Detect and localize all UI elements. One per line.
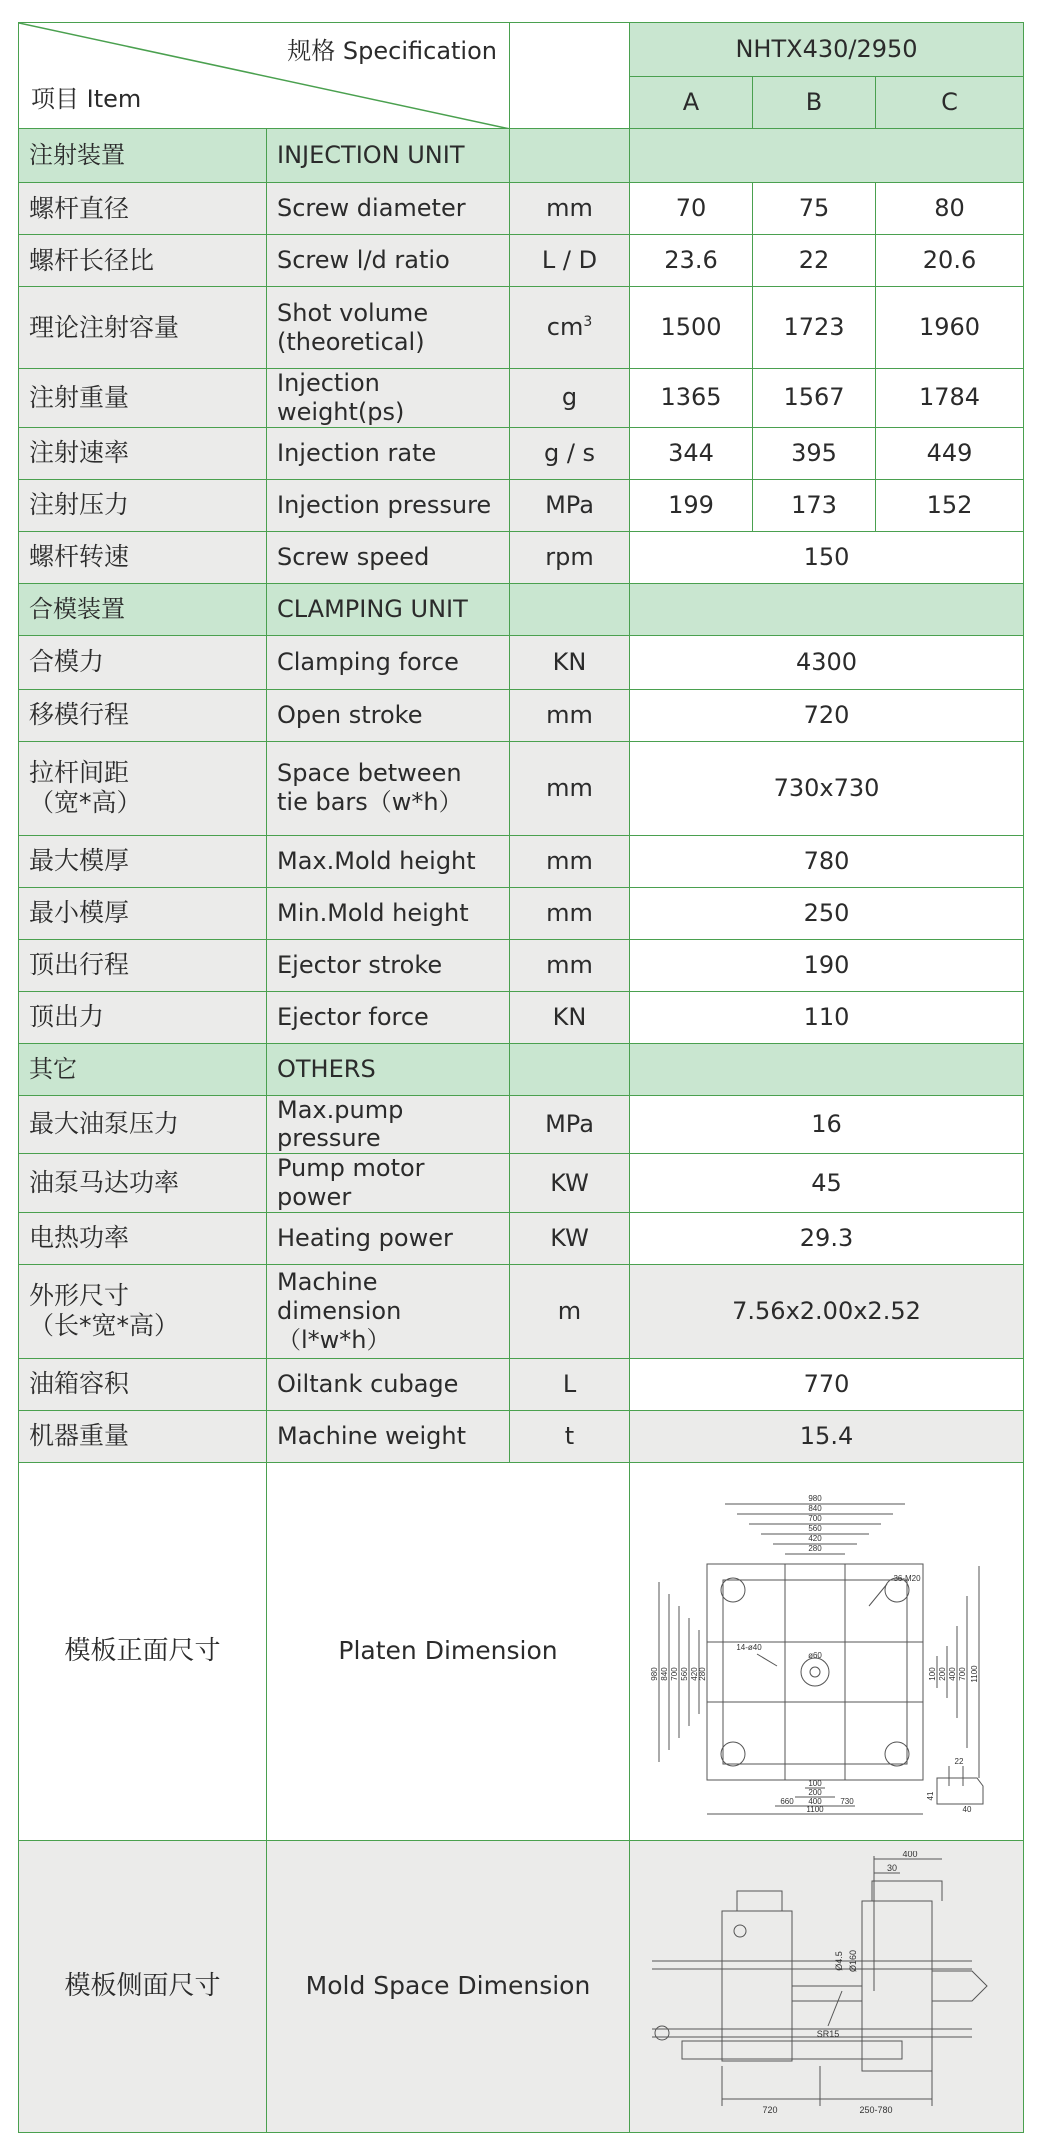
- mold-space-drawing: [642, 1851, 1012, 2121]
- spec-row: [19, 741, 1024, 835]
- dim-label: 700: [957, 1667, 967, 1681]
- row-label-zh: 螺杆长径比: [19, 235, 267, 287]
- value-merged: 16: [630, 1095, 1024, 1154]
- row-label-en-line1: Shot volume: [277, 298, 429, 327]
- row-unit: mm: [510, 183, 630, 235]
- row-unit: KN: [510, 635, 630, 689]
- dim-label: 660: [779, 1797, 794, 1807]
- row-unit: mm: [510, 741, 630, 835]
- section-unit-empty: [510, 1043, 630, 1095]
- row-unit: MPa: [510, 1095, 630, 1154]
- value-merged: 15.4: [630, 1410, 1024, 1462]
- row-label-en: Heating power: [267, 1212, 510, 1264]
- row-label-en: Oiltank cubage: [267, 1358, 510, 1410]
- row-unit: g: [510, 369, 630, 428]
- spec-row: [19, 1264, 1024, 1358]
- row-unit: g / s: [510, 427, 630, 479]
- value-merged: 110: [630, 991, 1024, 1043]
- row-label-en: [267, 1264, 510, 1358]
- row-label-zh: 顶出行程: [19, 939, 267, 991]
- row-label-zh: 注射速率: [19, 427, 267, 479]
- row-label-zh: 油箱容积: [19, 1358, 267, 1410]
- dim-label: 41: [925, 1791, 935, 1801]
- row-label-zh-line1: 拉杆间距: [29, 758, 130, 788]
- section-title-en: CLAMPING UNIT: [267, 583, 510, 635]
- section-value-empty: [630, 129, 1024, 183]
- column-b-header: B: [753, 77, 876, 129]
- spec-row: [19, 939, 1024, 991]
- row-unit: t: [510, 1410, 630, 1462]
- value-b: 173: [753, 479, 876, 531]
- dim-label: 22: [954, 1757, 963, 1767]
- value-a: 1365: [630, 369, 753, 428]
- row-unit: MPa: [510, 479, 630, 531]
- value-b: 75: [753, 183, 876, 235]
- dim-label: 840: [659, 1667, 669, 1681]
- row-unit: mm: [510, 939, 630, 991]
- row-unit: KN: [510, 991, 630, 1043]
- row-unit: mm: [510, 887, 630, 939]
- mold-space-label-zh: 模板侧面尺寸: [19, 1840, 267, 2132]
- section-title-zh: 合模装置: [19, 583, 267, 635]
- spec-row: [19, 1358, 1024, 1410]
- platen-drawing: [637, 1486, 1017, 1816]
- platen-label-en: Platen Dimension: [267, 1462, 630, 1840]
- value-merged: 7.56x2.00x2.52: [630, 1264, 1024, 1358]
- row-label-en: [267, 741, 510, 835]
- row-unit: mm: [510, 689, 630, 741]
- dim-label: 280: [697, 1667, 707, 1681]
- dim-label: 400: [947, 1667, 957, 1681]
- dim-label: 250-780: [858, 2105, 893, 2116]
- dim-label: 40: [962, 1805, 971, 1815]
- row-label-zh: 顶出力: [19, 991, 267, 1043]
- row-label-zh: 注射压力: [19, 479, 267, 531]
- value-c: 152: [876, 479, 1024, 531]
- value-b: 395: [753, 427, 876, 479]
- row-label-zh: [19, 741, 267, 835]
- row-label-en: Screw speed: [267, 531, 510, 583]
- row-label-zh: 最大模厚: [19, 835, 267, 887]
- dim-label: 30: [886, 1863, 897, 1874]
- row-label-zh-line1: 外形尺寸: [29, 1281, 130, 1311]
- spec-row: [19, 531, 1024, 583]
- spec-row: [19, 1095, 1024, 1154]
- dim-label: 100: [807, 1779, 822, 1789]
- spec-row: [19, 689, 1024, 741]
- row-label-zh: 机器重量: [19, 1410, 267, 1462]
- value-b: 1567: [753, 369, 876, 428]
- section-unit-empty: [510, 583, 630, 635]
- dim-label: 560: [807, 1524, 822, 1534]
- row-label-en: Ejector stroke: [267, 939, 510, 991]
- dim-label: 1100: [805, 1805, 824, 1815]
- mold-space-row: [19, 1840, 1024, 2132]
- spec-row: [19, 635, 1024, 689]
- value-c: 20.6: [876, 235, 1024, 287]
- value-merged: 720: [630, 689, 1024, 741]
- value-merged: 730x730: [630, 741, 1024, 835]
- dim-label: 200: [807, 1788, 822, 1798]
- unit-text: cm: [546, 313, 584, 342]
- spec-row: [19, 1410, 1024, 1462]
- row-label-zh: 注射重量: [19, 369, 267, 428]
- section-title-en: OTHERS: [267, 1043, 510, 1095]
- value-merged: 150: [630, 531, 1024, 583]
- row-label-en-line2: tie bars（w*h）: [277, 788, 463, 817]
- value-a: 70: [630, 183, 753, 235]
- dim-label: 36-M20: [892, 1574, 921, 1584]
- dim-label: 14-ø40: [735, 1643, 762, 1653]
- row-unit: KW: [510, 1212, 630, 1264]
- value-c: 1960: [876, 287, 1024, 369]
- value-merged: 190: [630, 939, 1024, 991]
- dim-label: 200: [937, 1667, 947, 1681]
- row-label-en: Clamping force: [267, 635, 510, 689]
- row-label-zh: 理论注射容量: [19, 287, 267, 369]
- row-label-en: Pump motor power: [267, 1154, 510, 1213]
- row-label-zh-line2: （长*宽*高）: [29, 1311, 180, 1341]
- model-name: NHTX430/2950: [630, 23, 1024, 77]
- row-label-en: Machine weight: [267, 1410, 510, 1462]
- section-value-empty: [630, 583, 1024, 635]
- row-unit: rpm: [510, 531, 630, 583]
- row-label-en-line1: Machine dimension: [277, 1268, 402, 1325]
- row-label-en: Injection rate: [267, 427, 510, 479]
- dim-label: 980: [649, 1667, 659, 1681]
- row-label-zh: 移模行程: [19, 689, 267, 741]
- section-unit-empty: [510, 129, 630, 183]
- row-unit: m: [510, 1264, 630, 1358]
- row-label-zh: 最大油泵压力: [19, 1095, 267, 1154]
- dim-label: 100: [927, 1667, 937, 1681]
- value-c: 449: [876, 427, 1024, 479]
- spec-sheet: [18, 22, 1023, 2132]
- section-title-en: INJECTION UNIT: [267, 129, 510, 183]
- row-label-en: Max.pump pressure: [267, 1095, 510, 1154]
- spec-table: [18, 22, 1024, 2133]
- dim-label: SR15: [816, 2029, 839, 2040]
- section-title-zh: 其它: [19, 1043, 267, 1095]
- dim-label: Ø4.5: [833, 1951, 844, 1972]
- column-a-header: A: [630, 77, 753, 129]
- row-unit: L: [510, 1358, 630, 1410]
- spec-row: [19, 183, 1024, 235]
- dim-label: 1100: [969, 1665, 979, 1683]
- value-merged: 45: [630, 1154, 1024, 1213]
- spec-row: [19, 369, 1024, 428]
- row-unit: L / D: [510, 235, 630, 287]
- dim-label: 400: [807, 1797, 822, 1807]
- row-unit: mm: [510, 835, 630, 887]
- row-label-en: Screw l/d ratio: [267, 235, 510, 287]
- spec-label: 规格 Specification: [287, 37, 497, 65]
- row-label-en: Min.Mold height: [267, 887, 510, 939]
- dim-label: 560: [679, 1667, 689, 1681]
- dim-label: 840: [807, 1504, 822, 1514]
- dim-label: 400: [901, 1851, 918, 1860]
- value-a: 1500: [630, 287, 753, 369]
- dim-label: 280: [807, 1544, 822, 1554]
- dim-label: ø60: [807, 1651, 822, 1661]
- spec-row: [19, 835, 1024, 887]
- section-row-others: [19, 1043, 1024, 1095]
- spec-row: [19, 1212, 1024, 1264]
- platen-label-zh: 模板正面尺寸: [19, 1462, 267, 1840]
- platen-row: [19, 1462, 1024, 1840]
- row-label-zh: 电热功率: [19, 1212, 267, 1264]
- dim-label: 420: [807, 1534, 822, 1544]
- unit-superscript: 3: [583, 314, 593, 331]
- row-label-en: Injection pressure: [267, 479, 510, 531]
- row-label-zh: 最小模厚: [19, 887, 267, 939]
- spec-row: [19, 1154, 1024, 1213]
- value-merged: 29.3: [630, 1212, 1024, 1264]
- spec-row: [19, 427, 1024, 479]
- spec-row: [19, 887, 1024, 939]
- spec-row: [19, 991, 1024, 1043]
- row-label-zh: 油泵马达功率: [19, 1154, 267, 1213]
- row-label-zh: 合模力: [19, 635, 267, 689]
- value-merged: 770: [630, 1358, 1024, 1410]
- header-diagonal-cell: [19, 23, 510, 129]
- value-c: 1784: [876, 369, 1024, 428]
- mold-space-drawing-cell: [630, 1840, 1024, 2132]
- dim-label: 730: [839, 1797, 854, 1807]
- dim-label: 420: [689, 1667, 699, 1681]
- row-label-en-line2: (theoretical): [277, 327, 425, 356]
- spec-row: [19, 235, 1024, 287]
- section-row-clamping: [19, 583, 1024, 635]
- value-merged: 250: [630, 887, 1024, 939]
- dim-label: 700: [807, 1514, 822, 1524]
- value-a: 23.6: [630, 235, 753, 287]
- row-label-en: Max.Mold height: [267, 835, 510, 887]
- section-row-injection: [19, 129, 1024, 183]
- value-c: 80: [876, 183, 1024, 235]
- dim-label: 700: [669, 1667, 679, 1681]
- item-label: 项目 Item: [31, 85, 142, 114]
- section-title-zh: 注射装置: [19, 129, 267, 183]
- row-label-zh: 螺杆直径: [19, 183, 267, 235]
- value-a: 344: [630, 427, 753, 479]
- dim-label: 720: [761, 2105, 778, 2116]
- row-label-en-line1: Space between: [277, 759, 462, 788]
- value-b: 22: [753, 235, 876, 287]
- row-label-en: [267, 287, 510, 369]
- dim-label: 980: [807, 1494, 822, 1504]
- row-label-en: Ejector force: [267, 991, 510, 1043]
- section-value-empty: [630, 1043, 1024, 1095]
- spec-row: [19, 479, 1024, 531]
- row-unit: [510, 287, 630, 369]
- column-c-header: C: [876, 77, 1024, 129]
- row-label-en: Injection weight(ps): [267, 369, 510, 428]
- row-label-zh: 螺杆转速: [19, 531, 267, 583]
- value-merged: 4300: [630, 635, 1024, 689]
- row-label-en: Open stroke: [267, 689, 510, 741]
- value-b: 1723: [753, 287, 876, 369]
- row-label-en: Screw diameter: [267, 183, 510, 235]
- dim-label: Ø160: [847, 1950, 858, 1973]
- mold-space-label-en: Mold Space Dimension: [267, 1840, 630, 2132]
- value-a: 199: [630, 479, 753, 531]
- row-label-zh-line2: （宽*高）: [29, 788, 142, 818]
- row-label-en-line2: （l*w*h）: [277, 1325, 391, 1354]
- unit-header-cell: [510, 23, 630, 129]
- platen-drawing-cell: [630, 1462, 1024, 1840]
- value-merged: 780: [630, 835, 1024, 887]
- row-unit: KW: [510, 1154, 630, 1213]
- spec-row: [19, 287, 1024, 369]
- row-label-zh: [19, 1264, 267, 1358]
